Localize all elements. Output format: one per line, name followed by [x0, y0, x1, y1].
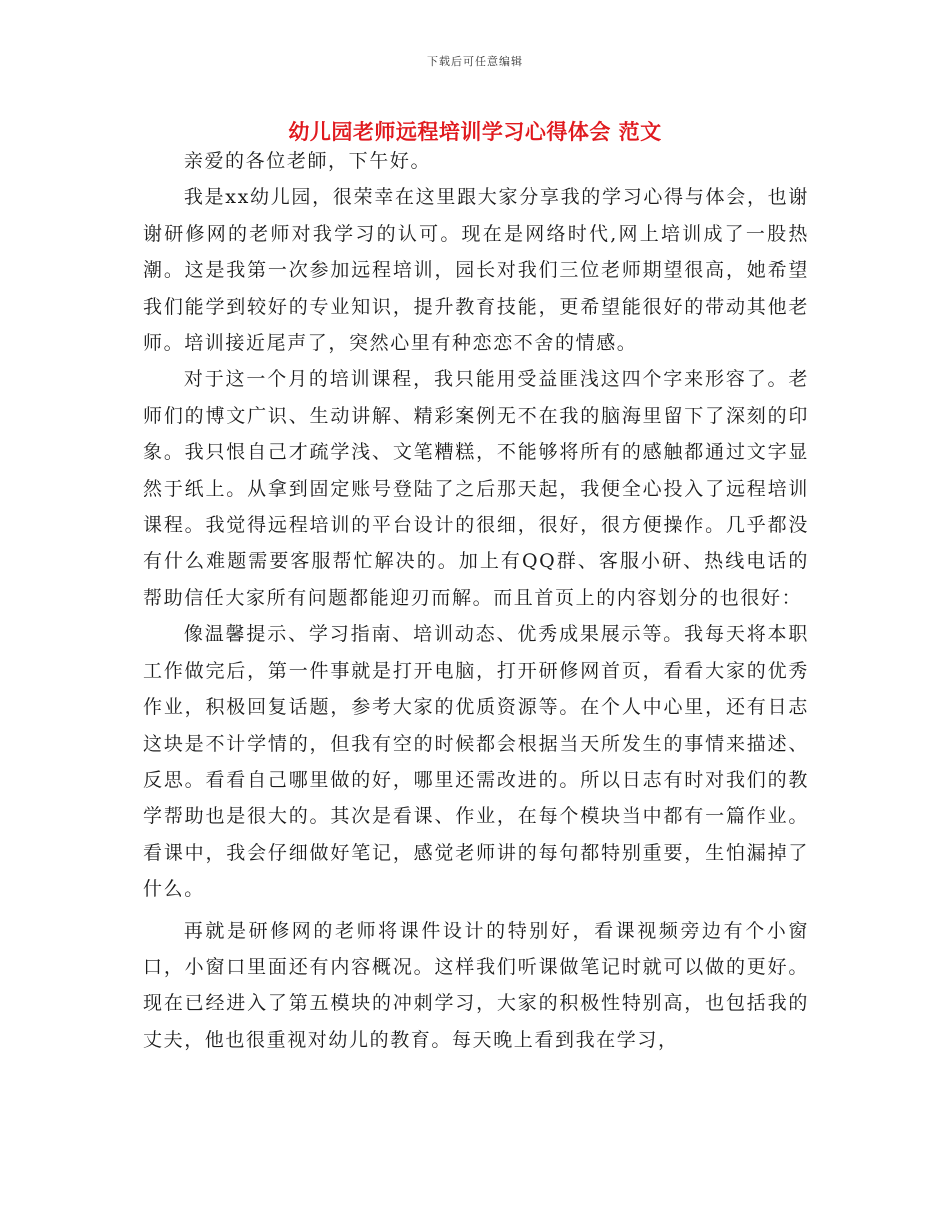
document-title: 幼儿园老师远程培训学习心得体会 范文	[288, 120, 662, 144]
paragraph: 再就是研修网的老师将课件设计的特别好，看课视频旁边有个小窗口，小窗口里面还有内容概况。这样我们听课做笔记时就可以做的更好。现在已经进入了第五模块的冲刺学习，大家的积极性特别高，也包括我的丈夫，他也很重视对幼儿的教育。每天晚上看到我在学习，	[143, 919, 809, 1051]
paragraph: 像温馨提示、学习指南、培训动态、优秀成果展示等。我每天将本职工作做完后，第一件事就是打开电脑，打开研修网首页，看看大家的优秀作业，积极回复话题，参考大家的优质资源等。在个人中心里，还有日志这块是不计学情的，但我有空的时候都会根据当天所发生的事情来描述、反思。看看自己哪里做的好，哪里还需改进的。所以日志有时对我们的教学帮助也是很大的。其次是看课、作业，在每个模块当中都有一篇作业。看课中，我会仔细做好笔记，感觉老师讲的每句都特别重要，生怕漏掉了什么。	[143, 623, 809, 901]
document-body	[143, 143, 809, 1058]
paragraph-greeting: 亲爱的各位老師，下午好。	[183, 150, 432, 172]
paragraph: 对于这一个月的培训课程，我只能用受益匪浅这四个字来形容了。老师们的博文广识、生动讲解、精彩案例无不在我的脑海里留下了深刻的印象。我只恨自己才疏学浅、文笔糟糕，不能够将所有的感触都通过文字显然于纸上。从拿到固定账号登陆了之后那天起，我便全心投入了远程培训课程。我觉得远程培训的平台设计的很细，很好，很方便操作。几乎都没有什么难题需要客服帮忙解决的。加上有QQ群、客服小研、热线电话的帮助信任大家所有问题都能迎刃而解。而且首页上的内容划分的也很好：	[143, 368, 809, 609]
paragraph: 我是xx幼儿园，很荣幸在这里跟大家分享我的学习心得与体会，也谢谢研修网的老师对我学习的认可。现在是网络时代,网上培训成了一股热潮。这是我第一次参加远程培训，园长对我们三位老师期望很高，她希望我们能学到较好的专业知识，提升教育技能，更希望能很好的带动其他老师。培训接近尾声了，突然心里有种恋恋不舍的情感。	[143, 186, 809, 355]
page-header-note: 下载后可任意编辑	[427, 55, 523, 68]
